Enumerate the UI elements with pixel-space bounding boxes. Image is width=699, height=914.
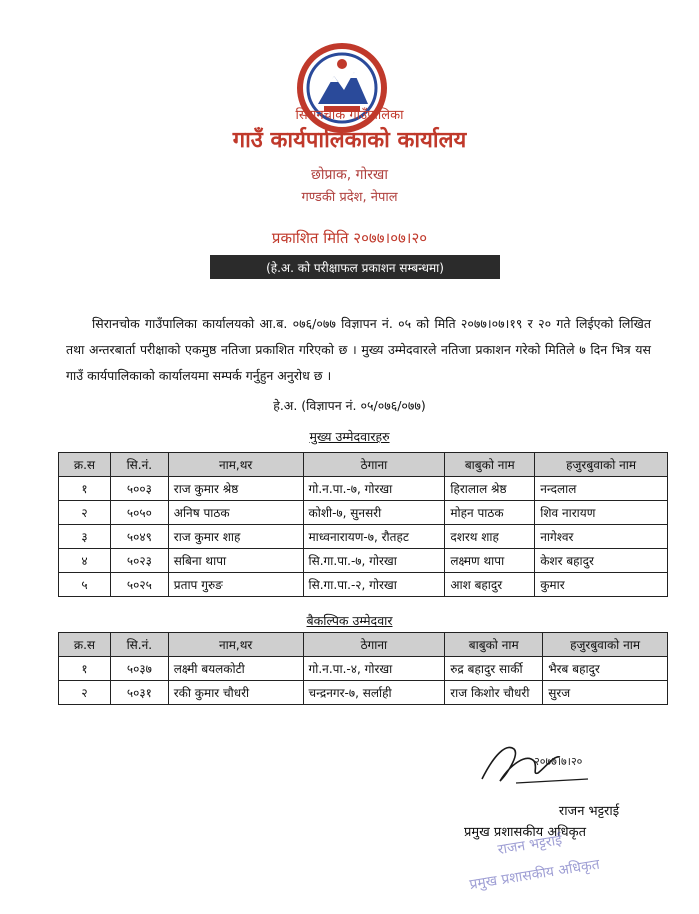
column-header: सि.नं. <box>110 633 168 657</box>
signatory-name: राजन भट्टराई <box>558 804 620 819</box>
table-cell: आश बहादुर <box>445 573 535 597</box>
table-cell: लक्ष्मण थापा <box>445 549 535 573</box>
advertisement-reference: हे.अ. (विज्ञापन नं. ०५/०७६/०७७) <box>273 398 426 413</box>
column-header: हजुरबुवाको नाम <box>535 453 668 477</box>
table-cell: शिव नारायण <box>535 501 668 525</box>
table-cell: ५००३ <box>110 477 168 501</box>
table-cell: चन्द्रनगर-७, सर्लाही <box>303 681 445 705</box>
org-top-line: सिरानचोक गाउँपालिका <box>295 108 404 123</box>
notice-paragraph-text: सिरानचोक गाउँपालिका कार्यालयको आ.ब. ०७६/०७७ विज्ञापन नं. ०५ को मिति २०७७।०७।१९ र २० गते लिईएको लिखित तथा अन्तरबार्ता परीक्षाको एकमुष्ठ नतिजा प्रकाशित गरिएको छ । मुख्य उम्मेदवारले नतिजा प्रकाशन गरेको मितिले ७ दिन भित्र यस गाउँ कार्यपालिकाको कार्यालयमा सम्पर्क गर्नुहुन अनुरोध छ । <box>66 316 651 383</box>
published-date: प्रकाशित मिति २०७७।०७।२० <box>271 229 428 247</box>
column-header: नाम,थर <box>168 453 303 477</box>
table-cell: ३ <box>59 525 111 549</box>
column-header: सि.नं. <box>110 453 168 477</box>
table-row <box>59 501 668 525</box>
table-cell: १ <box>59 657 111 681</box>
table-cell: ५ <box>59 573 111 597</box>
alternate-candidates-table <box>58 632 668 705</box>
table-cell: रुद्र बहादुर सार्की <box>445 657 543 681</box>
table-cell: रकी कुमार चौधरी <box>168 681 303 705</box>
table-cell: प्रताप गुरुङ <box>168 573 303 597</box>
table-cell: ४ <box>59 549 111 573</box>
signature-date: २०७७।७।२० <box>534 755 583 768</box>
column-header: हजुरबुवाको नाम <box>543 633 668 657</box>
alternate-candidates-title: बैकल्पिक उम्मेदवार <box>306 613 393 628</box>
stamp-line-2: प्रमुख प्रशासकीय अधिकृत <box>468 856 601 894</box>
main-candidates-title: मुख्य उम्मेदवारहरु <box>309 429 390 444</box>
main-candidates-table <box>58 452 668 597</box>
handwritten-signature <box>476 735 596 790</box>
stamp-line-1: राजन भट्टराई <box>496 832 564 859</box>
table-row <box>59 525 668 549</box>
column-header: नाम,थर <box>168 633 303 657</box>
table-cell: सबिना थापा <box>168 549 303 573</box>
table-cell: माध्वनारायण-७, रौतहट <box>303 525 445 549</box>
table-cell: नन्दलाल <box>535 477 668 501</box>
column-header: क्र.स <box>59 453 111 477</box>
table-cell: केशर बहादुर <box>535 549 668 573</box>
table-cell: १ <box>59 477 111 501</box>
subject-bar <box>210 255 500 279</box>
table-cell: ५०२३ <box>110 549 168 573</box>
table-cell: ५०४९ <box>110 525 168 549</box>
table-cell: लक्ष्मी बयलकोटी <box>168 657 303 681</box>
table-row <box>59 681 668 705</box>
table-row <box>59 549 668 573</box>
table-cell: राज किशोर चौधरी <box>445 681 543 705</box>
column-header: बाबुको नाम <box>445 453 535 477</box>
column-header: ठेगाना <box>303 633 445 657</box>
table-row <box>59 657 668 681</box>
table-cell: अनिष पाठक <box>168 501 303 525</box>
table-cell: कोशी-७, सुनसरी <box>303 501 445 525</box>
org-province: गण्डकी प्रदेश, नेपाल <box>301 190 398 205</box>
column-header: क्र.स <box>59 633 111 657</box>
table-cell: कुमार <box>535 573 668 597</box>
table-cell: दशरथ शाह <box>445 525 535 549</box>
table-cell: नागेश्वर <box>535 525 668 549</box>
table-row <box>59 477 668 501</box>
table-cell: ५०३१ <box>110 681 168 705</box>
table-cell: भैरब बहादुर <box>543 657 668 681</box>
table-cell: सि.गा.पा.-२, गोरखा <box>303 573 445 597</box>
column-header: बाबुको नाम <box>445 633 543 657</box>
signatory-title: प्रमुख प्रशासकीय अधिकृत <box>464 825 587 840</box>
table-row <box>59 573 668 597</box>
table-header-row <box>59 633 668 657</box>
table-cell: सि.गा.पा.-७, गोरखा <box>303 549 445 573</box>
table-cell: ५०५० <box>110 501 168 525</box>
table-cell: ५०३७ <box>110 657 168 681</box>
table-cell: २ <box>59 681 111 705</box>
table-cell: राज कुमार शाह <box>168 525 303 549</box>
table-header-row <box>59 453 668 477</box>
table-cell: मोहन पाठक <box>445 501 535 525</box>
table-cell: हिरालाल श्रेष्ठ <box>445 477 535 501</box>
org-title: गाउँ कार्यपालिकाको कार्यालय <box>232 128 467 153</box>
subject-text: (हे.अ. को परीक्षाफल प्रकाशन सम्बन्धमा) <box>266 260 444 275</box>
table-cell: राज कुमार श्रेष्ठ <box>168 477 303 501</box>
table-cell: गो.न.पा.-७, गोरखा <box>303 477 445 501</box>
column-header: ठेगाना <box>303 453 445 477</box>
table-cell: गो.न.पा.-४, गोरखा <box>303 657 445 681</box>
org-address: छोप्राक, गोरखा <box>311 167 388 183</box>
table-cell: ५०२५ <box>110 573 168 597</box>
table-cell: २ <box>59 501 111 525</box>
notice-paragraph <box>66 311 651 389</box>
table-cell: सुरज <box>543 681 668 705</box>
